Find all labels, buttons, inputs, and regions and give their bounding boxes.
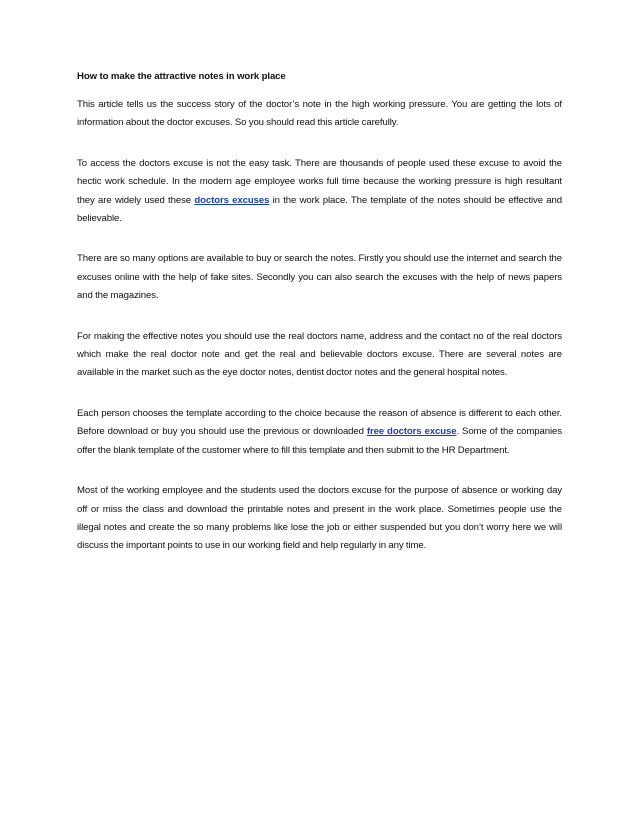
paragraph-options bbox=[77, 250, 562, 305]
paragraph-access bbox=[77, 155, 562, 229]
paragraph-text: For making the effective notes you should use the real doctors name, address and the contact no of the real doctors which make the real doctor note and get the real and believable doctors excuse. There are several notes are available in the market such as the eye doctor notes, dentist doctor notes and the general hospital notes. bbox=[77, 330, 562, 379]
paragraph-text: To access the doctors excuse is not the easy task. There are thousands of people used these excuse to avoid the hectic work schedule. In the modern age employee works full time because the working pressure is high resultant they are widely used these bbox=[77, 157, 562, 206]
paragraph-intro bbox=[77, 96, 562, 133]
paragraph-text: Each person chooses the template according to the choice because the reason of absence is different to each other. Before download or buy you should use the previous or downloaded bbox=[77, 407, 562, 438]
paragraph-text: . Some of the companies offer the blank template of the customer where to fill this template and then submit to the HR Department. bbox=[77, 426, 562, 456]
paragraph-effective-notes bbox=[77, 328, 562, 383]
doctors-excuses-link[interactable]: doctors excuses bbox=[194, 194, 270, 206]
paragraph-text: This article tells us the success story of the doctor’s note in the high working pressure. You are getting the lots of information about the doctor excuses. So you should read this article carefully. bbox=[77, 99, 562, 129]
free-doctors-excuse-link[interactable]: free doctors excuse bbox=[366, 426, 457, 438]
paragraph-text: Most of the working employee and the students used the doctors excuse for the purpose of absence or working day off or miss the class and download the printable notes and present in the work place. Sometimes people use the illegal notes and create the so many problems like lose the job or either suspended but you don’t worry here we will discuss the important points to use in our working field and help regularly in any time. bbox=[77, 485, 562, 552]
document-page bbox=[77, 70, 562, 556]
paragraph-working-employee bbox=[77, 482, 562, 556]
document-title: How to make the attractive notes in work place bbox=[77, 71, 286, 82]
paragraph-text: in the work place. The template of the notes should be effective and believable. bbox=[77, 194, 563, 225]
paragraph-template-choice bbox=[77, 405, 562, 460]
paragraph-text: There are so many options are available to buy or search the notes. Firstly you should use the internet and search the excuses online with the help of fake sites. Secondly you can also search the excuses with the help of news papers and the magazines. bbox=[77, 253, 562, 302]
